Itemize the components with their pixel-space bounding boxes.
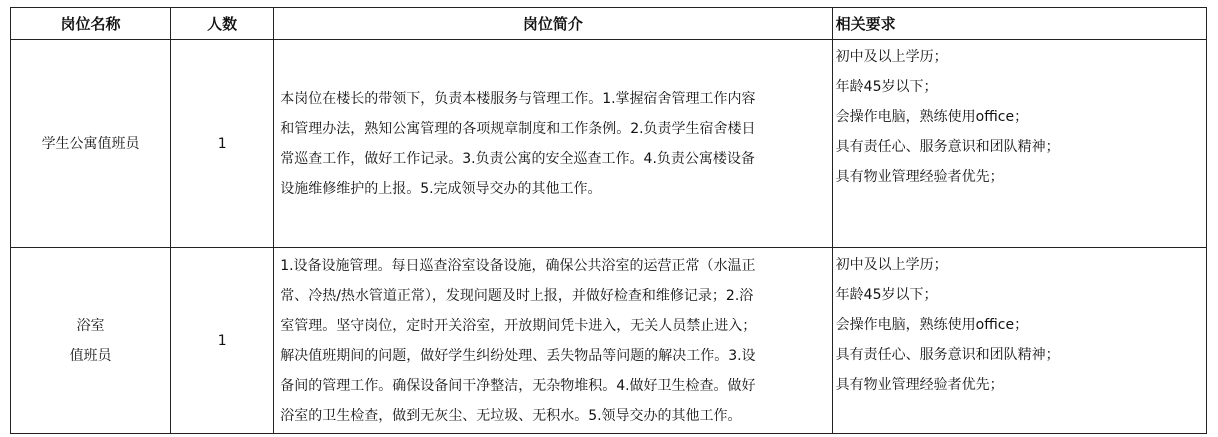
- requirements-cell: [832, 40, 1206, 248]
- header-requirements: 相关要求: [832, 8, 1206, 40]
- requirement-item: 具有物业管理经验者优先；: [835, 377, 1004, 393]
- description-line: 浴室的卫生检查，做到无灰尘、无垃圾、无积水。5.领导交办的其他工作。: [280, 407, 742, 424]
- position-name: 值班员: [69, 347, 112, 364]
- position-name: 浴室: [76, 317, 105, 334]
- header-row: [11, 8, 1207, 40]
- description-line: 1.设备设施管理。每日巡查浴室设备设施，确保公共浴室的运营正常（水温正: [280, 257, 756, 274]
- description-line: 常、冷热/热水管道正常），发现问题及时上报，并做好检查和维修记录；2.浴: [280, 287, 754, 304]
- position-name: 学生公寓值班员: [41, 135, 140, 152]
- header-position-name: 岗位名称: [11, 8, 171, 40]
- requirement-item: 初中及以上学历；: [835, 49, 948, 65]
- requirement-item: 具有物业管理经验者优先；: [835, 169, 1004, 185]
- requirement-item: 具有责任心、服务意识和团队精神；: [835, 139, 1060, 155]
- description-line: 备间的管理工作。确保设备间干净整洁，无杂物堆积。4.做好卫生检查。做好: [280, 377, 756, 394]
- description-line: 常巡查工作，做好工作记录。3.负责公寓的安全巡查工作。4.负责公寓楼设备: [280, 150, 755, 167]
- requirements-cell: [832, 248, 1206, 434]
- requirement-item: 会操作电脑，熟练使用office；: [835, 109, 1029, 125]
- description-line: 和管理办法，熟知公寓管理的各项规章制度和工作条例。2.负责学生宿舍楼日: [280, 120, 756, 137]
- header-count: 人数: [171, 8, 274, 40]
- job-table: [10, 7, 1207, 434]
- description-line: 室管理。坚守岗位，定时开关浴室，开放期间凭卡进入，无关人员禁止进入；: [280, 317, 757, 334]
- requirement-item: 具有责任心、服务意识和团队精神；: [835, 347, 1060, 363]
- description-cell: [274, 248, 832, 434]
- description-cell: [274, 40, 832, 248]
- header-description: 岗位简介: [274, 8, 832, 40]
- description-line: 设施维修维护的上报。5.完成领导交办的其他工作。: [280, 180, 602, 197]
- position-name-cell: [11, 248, 171, 434]
- requirement-item: 初中及以上学历；: [835, 257, 948, 273]
- description-line: 本岗位在楼长的带领下，负责本楼服务与管理工作。1.掌握宿舍管理工作内容: [280, 90, 756, 107]
- requirement-item: 年龄45岁以下；: [835, 79, 938, 95]
- position-name-cell: [11, 40, 171, 248]
- description-line: 解决值班期间的问题，做好学生纠纷处理、丢失物品等问题的解决工作。3.设: [280, 347, 756, 364]
- count-cell: 1: [171, 40, 274, 248]
- count-cell: 1: [171, 248, 274, 434]
- requirement-item: 会操作电脑，熟练使用office；: [835, 317, 1029, 333]
- table-row: [11, 40, 1207, 248]
- requirement-item: 年龄45岁以下；: [835, 287, 938, 303]
- table-row: [11, 248, 1207, 434]
